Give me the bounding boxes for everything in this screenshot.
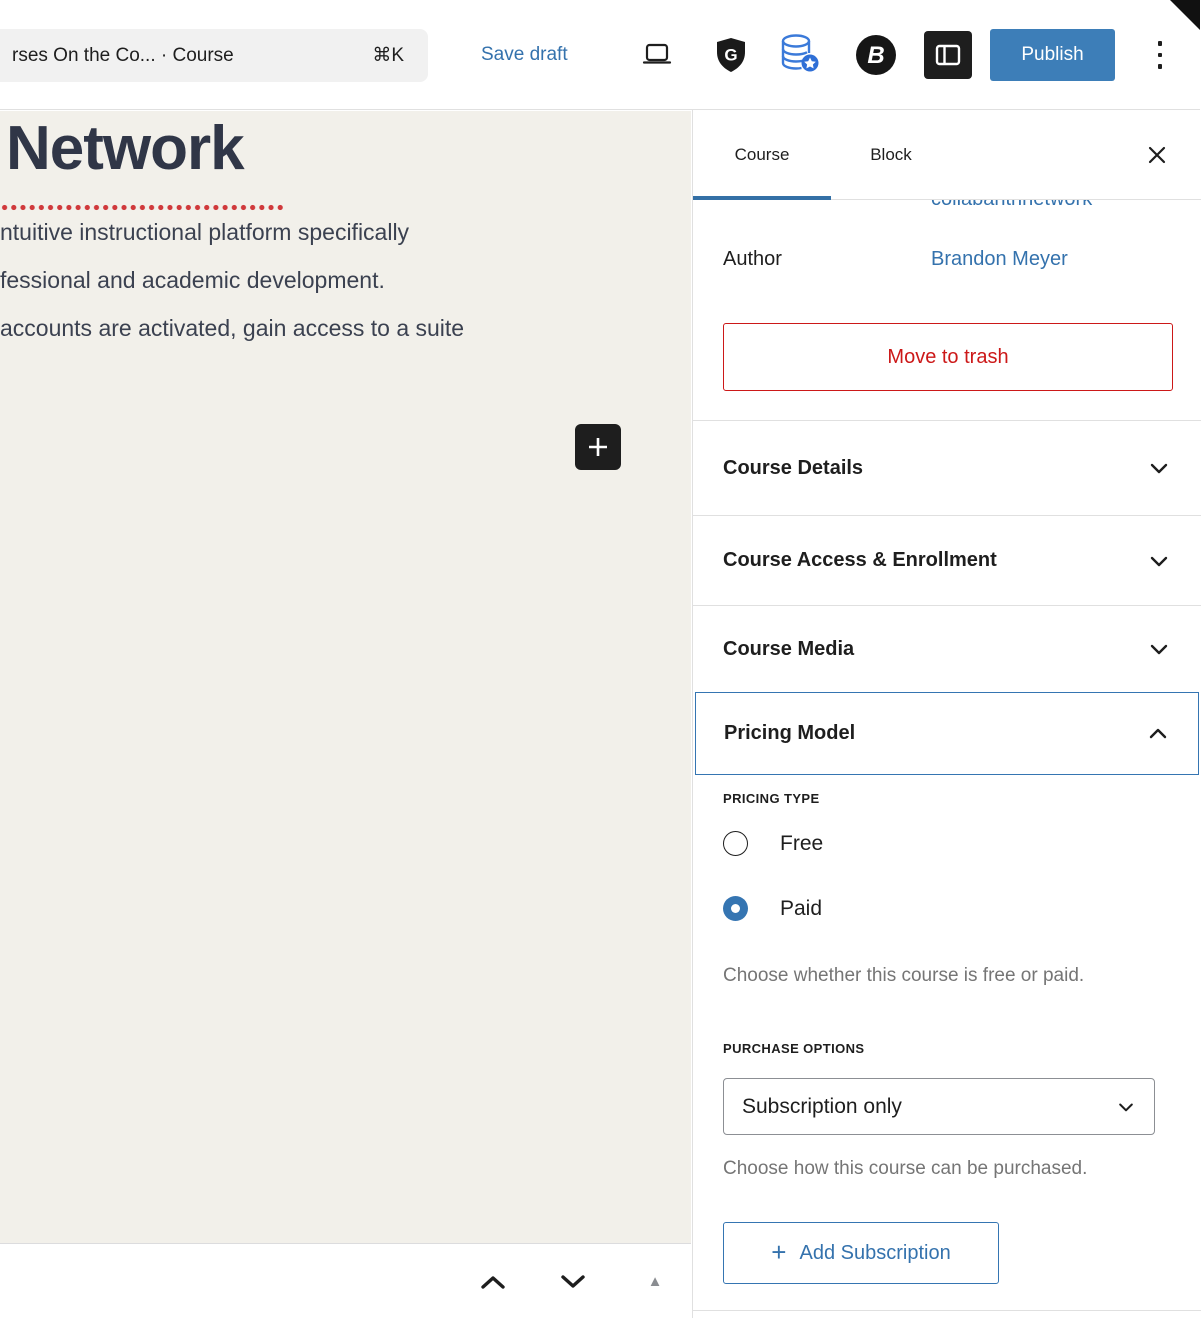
- move-block-down-icon[interactable]: [551, 1244, 595, 1319]
- save-draft-button[interactable]: Save draft: [481, 44, 568, 65]
- b-plugin-icon[interactable]: [852, 31, 900, 79]
- paragraph-line[interactable]: accounts are activated, gain access to a suite: [0, 315, 465, 341]
- author-link[interactable]: Brandon Meyer: [931, 248, 1068, 270]
- add-subscription-button[interactable]: [723, 1222, 999, 1284]
- options-menu-icon[interactable]: [1150, 31, 1170, 79]
- view-preview-icon[interactable]: [633, 31, 681, 79]
- chevron-down-icon: [1147, 637, 1171, 661]
- purchase-options-label: PURCHASE OPTIONS: [723, 1041, 865, 1056]
- settings-sidebar-toggle-icon[interactable]: [924, 31, 972, 79]
- block-toolbar-footer: [0, 1243, 691, 1318]
- command-shortcut: ⌘K: [372, 45, 404, 66]
- command-palette-bar[interactable]: [0, 29, 428, 82]
- radio-option-paid[interactable]: Paid: [723, 896, 822, 921]
- panel-course-details[interactable]: Course Details: [693, 420, 1201, 515]
- chevron-down-icon: [1147, 456, 1171, 480]
- radio-option-free[interactable]: Free: [723, 831, 823, 856]
- document-breadcrumb: rses On the Co... · Course: [12, 44, 234, 66]
- editor-header: [0, 0, 1200, 110]
- cursor-arrow: [1170, 0, 1200, 30]
- settings-sidebar: [692, 110, 1200, 1318]
- author-label: Author: [723, 248, 782, 270]
- generatepress-shield-icon[interactable]: [707, 31, 755, 79]
- add-subscription-label: Add Subscription: [799, 1241, 951, 1264]
- chevron-up-icon: [1146, 722, 1170, 746]
- tab-block[interactable]: Block: [870, 145, 912, 164]
- radio-selected-icon[interactable]: [723, 896, 748, 921]
- panel-course-access[interactable]: Course Access & Enrollment: [693, 515, 1201, 605]
- select-value: Subscription only: [742, 1094, 902, 1118]
- chevron-down-icon: [1116, 1097, 1136, 1117]
- author-row: [723, 248, 1173, 276]
- pricing-type-help: Choose whether this course is free or paid.: [723, 965, 1085, 986]
- paragraph-line[interactable]: fessional and academic development.: [0, 267, 385, 293]
- permalink-row[interactable]: [931, 200, 1136, 213]
- editor-canvas[interactable]: [0, 111, 691, 1243]
- pricing-type-label: PRICING TYPE: [723, 791, 820, 806]
- title-dotted-underline: [0, 203, 284, 212]
- purchase-options-help: Choose how this course can be purchased.: [723, 1158, 1088, 1179]
- panel-course-media[interactable]: Course Media: [693, 605, 1201, 692]
- block-inserter-button[interactable]: [575, 424, 621, 470]
- panel-pricing-model[interactable]: Pricing Model: [695, 692, 1199, 775]
- active-tab-indicator: [693, 196, 831, 200]
- svg-text:G: G: [724, 45, 738, 65]
- move-block-up-icon[interactable]: [471, 1244, 515, 1319]
- publish-button[interactable]: Publish: [990, 29, 1115, 81]
- database-star-icon[interactable]: [775, 31, 823, 79]
- plus-icon: +: [771, 1236, 787, 1267]
- post-title[interactable]: Network: [6, 114, 244, 183]
- chevron-down-icon: [1147, 549, 1171, 573]
- svg-text:B: B: [867, 42, 885, 69]
- panel-divider: [693, 1310, 1201, 1311]
- purchase-options-select[interactable]: [723, 1078, 1155, 1135]
- close-icon[interactable]: [1141, 139, 1173, 171]
- move-to-trash-button[interactable]: Move to trash: [723, 323, 1173, 391]
- paragraph-line[interactable]: ntuitive instructional platform specifically: [0, 219, 410, 245]
- sidebar-tabbar: [693, 110, 1201, 200]
- tab-course[interactable]: Course: [734, 145, 790, 164]
- radio-unselected-icon[interactable]: [723, 831, 748, 856]
- scroll-top-icon[interactable]: ▲: [647, 1273, 663, 1290]
